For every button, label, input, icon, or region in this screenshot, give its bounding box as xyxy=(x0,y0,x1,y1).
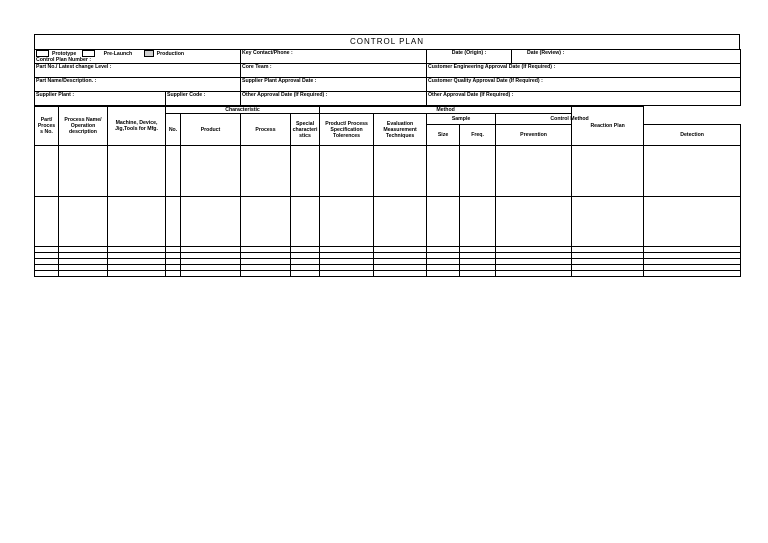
col-process: Process xyxy=(241,114,291,146)
table-row[interactable] xyxy=(35,146,741,197)
part-name-field[interactable]: Part Name/Description. : xyxy=(35,78,241,92)
col-part-process-no: Part/ Proces s No. xyxy=(35,107,59,146)
col-prevention: Prevention xyxy=(496,125,572,146)
date-review-label: Date (Review) : xyxy=(527,50,565,56)
prototype-label: Prototype xyxy=(52,50,77,57)
control-plan-grid xyxy=(34,106,741,277)
supplier-plant-field[interactable]: Supplier Plant : xyxy=(35,92,166,106)
col-method: Method xyxy=(320,107,572,114)
col-sample: Sample xyxy=(427,114,496,125)
col-product: Product xyxy=(181,114,241,146)
pre-launch-checkbox[interactable] xyxy=(82,50,95,57)
col-reaction-plan: Reaction Plan xyxy=(572,107,644,146)
supplier-code-field[interactable]: Supplier Code : xyxy=(166,92,241,106)
page-title: CONTROL PLAN xyxy=(34,34,740,49)
col-size: Size xyxy=(427,125,460,146)
col-special-char: Special characteri stics xyxy=(291,114,320,146)
col-freq: Freq. xyxy=(460,125,496,146)
supplier-plant-approval-field[interactable]: Supplier Plant Approval Date : xyxy=(241,78,427,92)
col-detection: Detection xyxy=(644,125,741,146)
col-control-method: Control Method xyxy=(496,114,644,125)
control-plan-sheet xyxy=(34,34,740,277)
part-no-field[interactable]: Part No./ Latest change Level : xyxy=(35,64,241,78)
table-row[interactable] xyxy=(35,197,741,247)
col-characteristic: Characteristic xyxy=(166,107,320,114)
production-checkbox[interactable] xyxy=(144,50,154,57)
production-label: Production xyxy=(156,50,185,57)
pre-launch-label: Pre-Launch xyxy=(103,50,133,57)
col-machine: Machine, Device, Jig,Tools for Mfg. xyxy=(108,107,166,146)
other-approval-optional-field[interactable]: Other Approval Date (If Required) : xyxy=(241,92,427,106)
key-contact-field[interactable]: Key Contact/Phone : xyxy=(241,50,427,64)
core-team-field[interactable]: Core Team : xyxy=(241,64,427,78)
col-spec-tol: Product/ Process Specification Tolerences xyxy=(320,114,374,146)
prototype-checkbox[interactable] xyxy=(36,50,49,57)
customer-quality-approval-field[interactable]: Customer Quality Approval Date (If Required) : xyxy=(427,78,741,92)
col-no: No. xyxy=(166,114,181,146)
header-table xyxy=(34,49,741,106)
table-row[interactable] xyxy=(35,271,741,277)
control-plan-number-label: Control Plan Number : xyxy=(36,57,92,63)
col-process-name: Process Name/ Operation description xyxy=(59,107,108,146)
customer-engineering-approval-field[interactable]: Customer Engineering Approval Date (If Required) : xyxy=(427,64,741,78)
plan-type-cell xyxy=(35,50,241,64)
col-eval-tech: Evaluation Measurement Techniques xyxy=(374,114,427,146)
date-review-field[interactable] xyxy=(512,50,741,64)
date-origin-field[interactable]: Date (Origin) : xyxy=(427,50,512,64)
other-approval-field[interactable]: Other Approval Date (If Required) : xyxy=(427,92,741,106)
